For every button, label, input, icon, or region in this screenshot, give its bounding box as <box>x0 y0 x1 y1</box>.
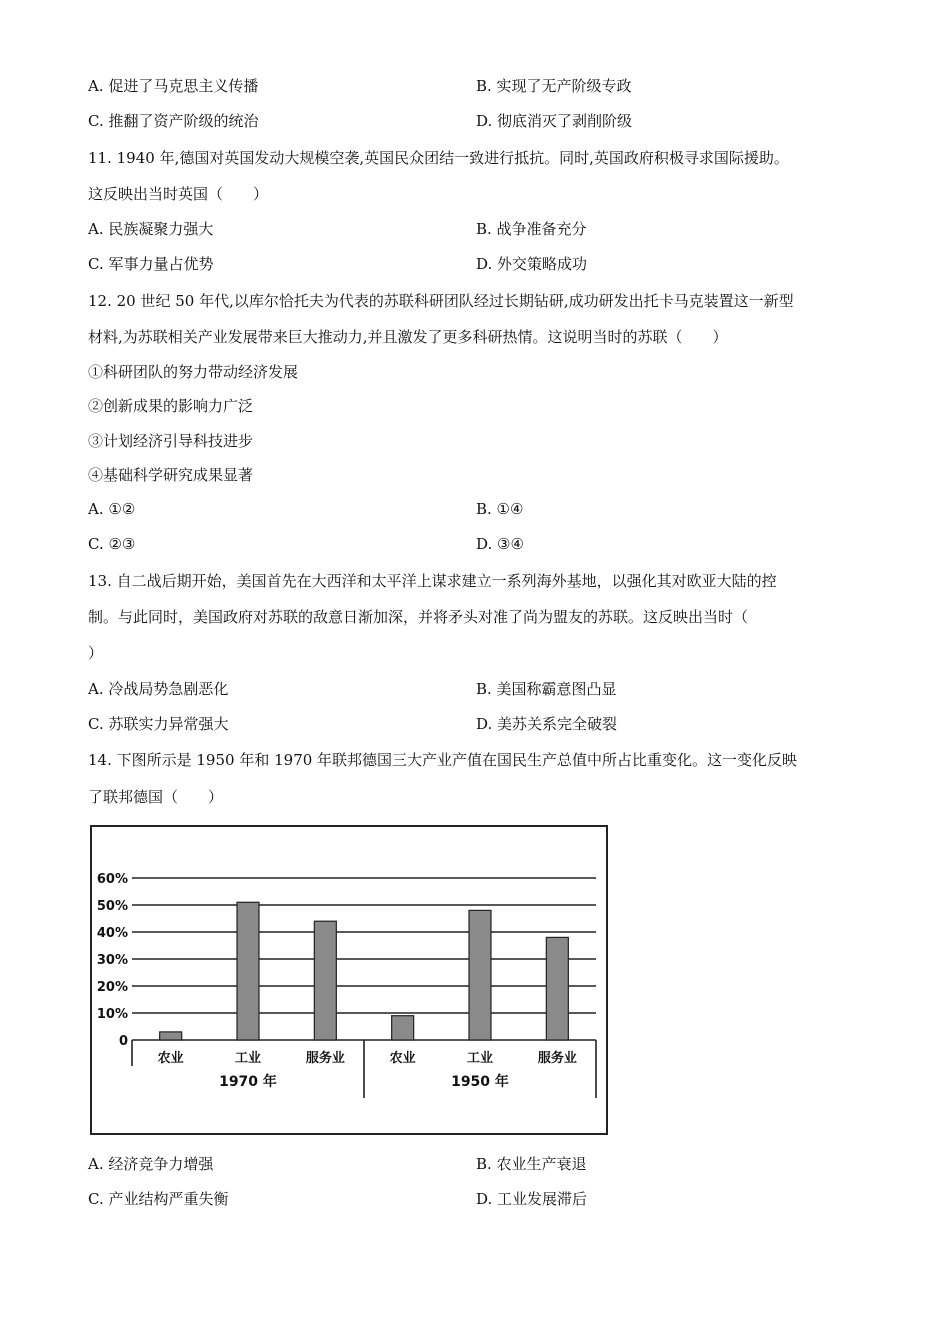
q10-option-a: A. 促进了马克思主义传播 <box>88 77 259 95</box>
y-tick-label: 20% <box>96 980 128 995</box>
q13-option-d: D. 美苏关系完全破裂 <box>476 715 618 733</box>
q12-statement-1: ①科研团队的努力带动经济发展 <box>88 363 299 381</box>
y-tick-label: 10% <box>96 1007 128 1022</box>
y-tick-label: 0 <box>118 1034 128 1049</box>
category-label: 工业 <box>234 1051 262 1066</box>
category-label: 服务业 <box>537 1051 577 1066</box>
bar-4 <box>469 910 491 1040</box>
bar-5 <box>546 937 568 1040</box>
q12-stem: 12. 20 世纪 50 年代,以库尔恰托夫为代表的苏联科研团队经过长期钻研,成功研发出托卡马克装置这一新型 <box>88 292 794 310</box>
chart-frame <box>91 826 607 1134</box>
q11-option-c: C. 军事力量占优势 <box>88 255 214 273</box>
y-tick-label: 30% <box>96 953 128 968</box>
q10-option-d: D. 彻底消灭了剥削阶级 <box>476 112 633 130</box>
bar-3 <box>392 1016 414 1040</box>
category-label: 工业 <box>466 1051 494 1066</box>
bar-1 <box>237 902 259 1040</box>
q10-option-b: B. 实现了无产阶级专政 <box>476 77 632 95</box>
q13-stem: 13. 自二战后期开始，美国首先在大西洋和太平洋上谋求建立一系列海外基地，以强化其对欧亚大陆的控 <box>88 572 777 590</box>
category-label: 服务业 <box>305 1051 345 1066</box>
group-label: 1950 年 <box>451 1074 509 1090</box>
y-tick-label: 40% <box>96 926 128 941</box>
q14-option-d: D. 工业发展滞后 <box>476 1190 588 1208</box>
y-tick-label: 50% <box>96 899 128 914</box>
q10-option-c: C. 推翻了资产阶级的统治 <box>88 112 259 130</box>
q12-option-c: C. ②③ <box>88 535 136 553</box>
industry-share-chart <box>88 822 612 1138</box>
q13-option-c: C. 苏联实力异常强大 <box>88 715 229 733</box>
q14-option-a: A. 经济竞争力增强 <box>88 1155 214 1173</box>
q14-option-b: B. 农业生产衰退 <box>476 1155 587 1173</box>
bar-0 <box>160 1032 182 1040</box>
q11-option-d: D. 外交策略成功 <box>476 255 588 273</box>
q13-option-b: B. 美国称霸意图凸显 <box>476 680 617 698</box>
q14-stem: 14. 下图所示是 1950 年和 1970 年联邦德国三大产业产值在国民生产总值中所占比重变化。这一变化反映 <box>88 751 798 769</box>
category-label: 农业 <box>389 1051 416 1066</box>
q13-stem-end: ） <box>88 644 104 662</box>
group-label: 1970 年 <box>219 1074 277 1090</box>
q12-option-a: A. ①② <box>88 500 136 518</box>
y-tick-label: 60% <box>96 872 128 887</box>
q14-option-c: C. 产业结构严重失衡 <box>88 1190 229 1208</box>
bar-2 <box>314 921 336 1040</box>
q11-option-a: A. 民族凝聚力强大 <box>88 220 214 238</box>
q11-stem-cont: 这反映出当时英国（ ） <box>88 185 269 203</box>
q13-stem-cont: 制。与此同时，美国政府对苏联的敌意日渐加深，并将矛头对准了尚为盟友的苏联。这反映出当时（ <box>88 608 749 626</box>
q12-statement-4: ④基础科学研究成果显著 <box>88 466 254 484</box>
q13-option-a: A. 冷战局势急剧恶化 <box>88 680 229 698</box>
category-label: 农业 <box>157 1051 184 1066</box>
q12-statement-3: ③计划经济引导科技进步 <box>88 432 254 450</box>
q12-statement-2: ②创新成果的影响力广泛 <box>88 397 254 415</box>
q12-stem-cont: 材料,为苏联相关产业发展带来巨大推动力,并且激发了更多科研热情。这说明当时的苏联（ ） <box>88 328 728 346</box>
q11-stem: 11. 1940 年,德国对英国发动大规模空袭,英国民众团结一致进行抵抗。同时,英国政府积极寻求国际援助。 <box>88 149 789 167</box>
q14-stem-cont: 了联邦德国（ ） <box>88 788 224 806</box>
q11-option-b: B. 战争准备充分 <box>476 220 587 238</box>
q12-option-d: D. ③④ <box>476 535 524 553</box>
q12-option-b: B. ①④ <box>476 500 524 518</box>
